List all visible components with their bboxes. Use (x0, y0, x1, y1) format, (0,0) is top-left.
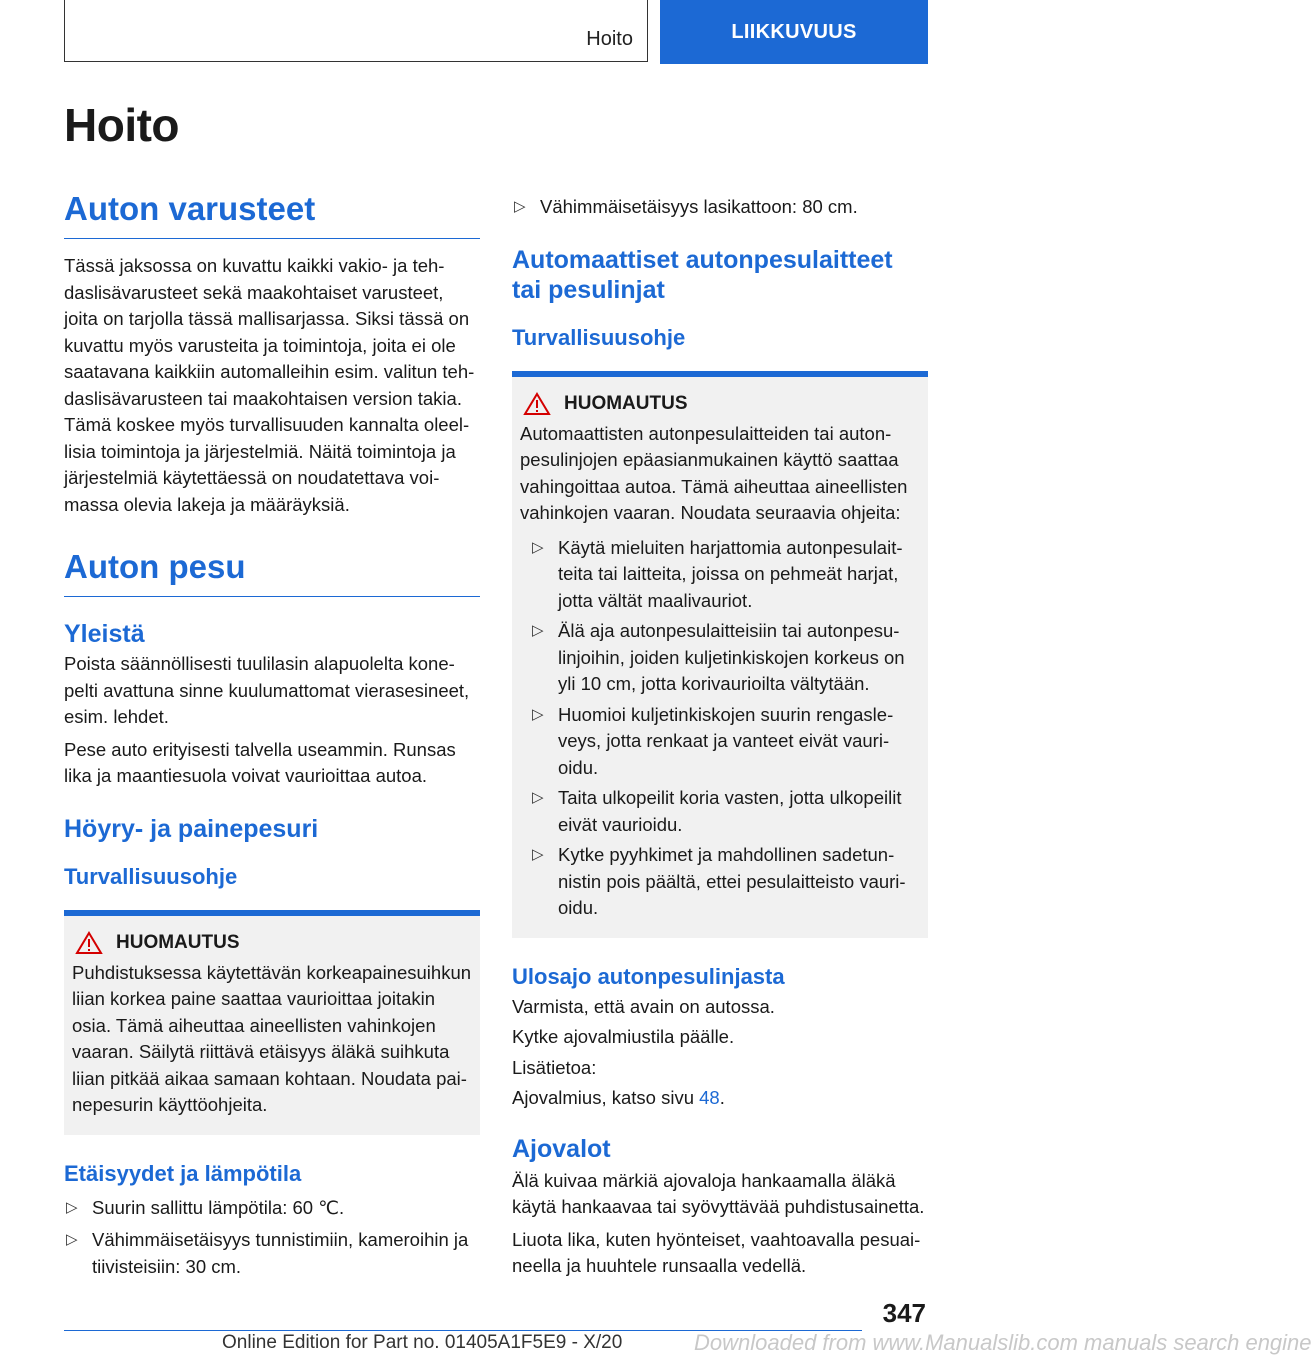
watermark: Downloaded from www.Manualslib.com manuals search engine (694, 1330, 1312, 1355)
list-item (530, 702, 920, 782)
paragraph-lisatietoa: Lisätietoa: (512, 1056, 597, 1078)
triangle-bullet-icon: ▷ (532, 846, 544, 863)
list-item (530, 618, 920, 698)
heading-auton-pesu: Auton pesu (64, 548, 480, 597)
notice-header (520, 393, 920, 415)
list-item-text: Huomioi kuljetinkiskojen suurin rengasleveys, jotta renkaat ja vanteet eivät vaurioidu. (558, 703, 894, 778)
notice-text: Automaattisten autonpesulaitteiden tai autonpesulinjojen epäasianmukainen käyttö saattaa vahingoittaa autoa. Tämä aiheuttaa aineellisten vahinkojen vaaran. Noudata seuraavia ohjeita: (520, 422, 908, 523)
paragraph-ulosajo-2: Kytke ajovalmiustila päälle. (512, 1026, 735, 1047)
triangle-bullet-icon: ▷ (532, 789, 544, 806)
heading-ajovalot: Ajovalot (512, 1134, 611, 1163)
heading-turvallisuusohje-left: Turvallisuusohje (64, 863, 238, 889)
list-item (530, 785, 920, 838)
notice-title: HUOMAUTUS (116, 931, 240, 953)
list-item-text: Älä aja autonpesulaitteisiin tai autonpesulinjoihin, joiden kuljetinkiskojen korkeus on yli 10 cm, jotta korivaurioilta vältytään. (558, 620, 905, 694)
heading-yleista: Yleistä (64, 620, 145, 648)
paragraph-ajovalot-2: Liuota lika, kuten hyönteiset, vaahtoavalla pesuaineella ja huuhtele runsaalla vedellä. (512, 1228, 921, 1276)
notice-box-left (64, 910, 480, 1135)
warning-triangle-icon (524, 393, 550, 415)
paragraph-yleista-1: Poista säännöllisesti tuulilasin alapuolelta konepelti avattuna sinne kuulumattomat vierasesineet, esim. lehdet. (64, 653, 470, 727)
right-column (512, 190, 928, 1280)
list-item-text: Taita ulkopeilit koria vasten, jotta ulkopeilit eivät vaurioidu. (558, 787, 902, 835)
heading-auton-varusteet: Auton varusteet (64, 190, 480, 239)
notice-header (72, 932, 472, 954)
section-label: Hoito (586, 28, 633, 50)
heading-ulosajo: Ulosajo autonpesulinjasta (512, 963, 785, 989)
paragraph-ajovalot-1: Älä kuivaa märkiä ajovaloja hankaamalla äläkä käytä hankaavaa tai syövyttävää puhdistusainetta. (512, 1169, 925, 1217)
paragraph-varusteet: Tässä jaksossa on kuvattu kaikki vakio- ja tehdaslisävarusteet sekä maakohtaiset varusteet, joita on tarjolla tässä mallisarjassa. Siksi tässä on kuvattu myös varusteita ja toimintoja, joita ei ole saatavana kaikkiin automalleihin esim. valitun tehdaslisävarusteen tai maakohtaisen version takia. Tämä koskee myös turvallisuuden kannalta oleellisia toimintoja ja järjestelmiä. Näitä toimintoja ja järjestelmiä käytettäessä on noudatettava voimassa olevia lakeja ja määräyksiä. (64, 255, 475, 515)
left-column (64, 190, 480, 1280)
heading-hoyry: Höyry- ja painepesuri (64, 814, 319, 843)
list-item (64, 1195, 480, 1222)
notice-list (520, 535, 920, 922)
list-item-text: Käytä mieluiten harjattomia autonpesulaitteita tai laitteita, joissa on pehmeät harjat, jotta vältät maalivauriot. (558, 536, 903, 611)
triangle-bullet-icon: ▷ (532, 538, 544, 556)
list-item-text: Vähimmäisetäisyys tunnistimiin, kameroihin ja tiivisteisiin: 30 cm. (92, 1229, 469, 1277)
chapter-tab[interactable]: LIIKKUVUUS (660, 0, 928, 64)
list-item-text: Vähimmäisetäisyys lasikattoon: 80 cm. (540, 196, 858, 217)
list-item (530, 842, 920, 922)
page-title: Hoito (64, 99, 180, 151)
top-list (512, 194, 928, 221)
triangle-bullet-icon: ▷ (66, 1231, 78, 1248)
footer-edition: Online Edition for Part no. 01405A1F5E9 - X/20 (222, 1332, 623, 1353)
notice-title: HUOMAUTUS (564, 392, 688, 414)
paragraph-ulosajo-1: Varmista, että avain on autossa. (512, 995, 775, 1017)
list-item-text: Kytke pyyhkimet ja mahdollinen sadetunnistin pois päältä, ettei pesulaitteisto vaurioidu. (558, 844, 906, 918)
triangle-bullet-icon: ▷ (532, 705, 544, 723)
heading-turvallisuusohje-right: Turvallisuusohje (512, 324, 686, 350)
ajovalmius-period: . (719, 1087, 725, 1108)
page-number: 347 (882, 1298, 926, 1328)
notice-text: Puhdistuksessa käytettävän korkeapainesuihkun liian korkea paine saattaa vaurioittaa joitakin osia. Tämä aiheuttaa aineellisten vahinkojen vaaran. Säilytä riittävä etäisyys äläkä suihkuta liian pitkää aikaa samaan kohtaan. Noudata painepesurin käyttöohjeita. (72, 961, 472, 1115)
triangle-bullet-icon: ▷ (532, 622, 544, 639)
page-link[interactable]: 48 (699, 1087, 720, 1108)
heading-etaisyydet: Etäisyydet ja lämpötila (64, 1160, 302, 1186)
list-item (512, 194, 928, 221)
ajovalmius-text: Ajovalmius, katso sivu (512, 1087, 700, 1108)
notice-box-right (512, 371, 928, 938)
list-item (530, 535, 920, 615)
distance-list (64, 1195, 480, 1281)
list-item (64, 1227, 480, 1280)
warning-triangle-icon (76, 932, 102, 954)
paragraph-ajovalmius (512, 1085, 928, 1112)
page-header (64, 0, 928, 64)
triangle-bullet-icon: ▷ (514, 198, 526, 215)
list-item-text: Suurin sallittu lämpötila: 60 ℃. (92, 1196, 345, 1218)
heading-automaattiset: Automaattiset autonpesulaitteet tai pesulinjat (512, 245, 893, 304)
triangle-bullet-icon: ▷ (66, 1198, 78, 1216)
header-frame (64, 0, 648, 62)
paragraph-yleista-2: Pese auto erityisesti talvella useammin. Runsas lika ja maantiesuola voivat vaurioittaa autoa. (64, 738, 456, 786)
